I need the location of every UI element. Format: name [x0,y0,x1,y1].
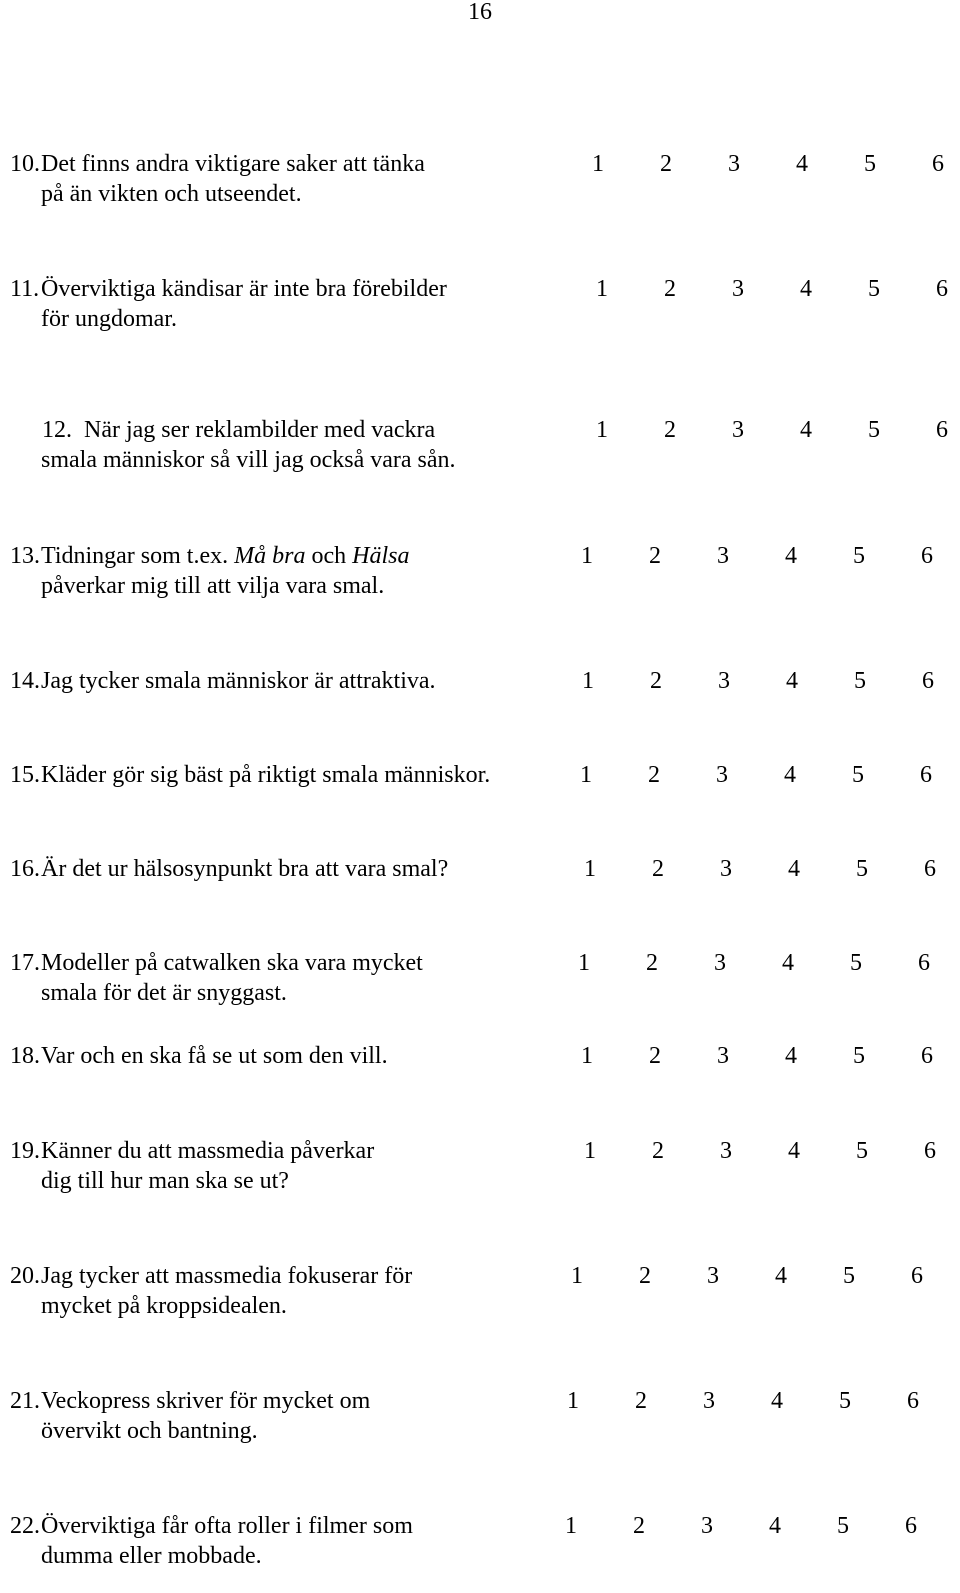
item-number: 11. [10,276,40,302]
item-number: 21. [10,1388,40,1414]
rating-option-5[interactable]: 5 [852,762,864,788]
item-number: 16. [10,856,40,882]
rating-option-3[interactable]: 3 [717,543,729,569]
item-number: 15. [10,762,40,788]
rating-option-2[interactable]: 2 [660,151,672,177]
rating-option-5[interactable]: 5 [853,543,865,569]
item-text: Känner du att massmedia påverkar [41,1138,375,1164]
page-number: 16 [468,0,492,25]
item-text-continued: dumma eller mobbade. [41,1543,262,1569]
item-number: 17. [10,950,40,976]
rating-option-3[interactable]: 3 [732,417,744,443]
item-number: 13. [10,543,40,569]
rating-option-4[interactable]: 4 [775,1263,787,1289]
rating-option-4[interactable]: 4 [800,417,812,443]
item-text: Jag tycker smala människor är attraktiva. [41,668,436,694]
rating-option-5[interactable]: 5 [853,1043,865,1069]
rating-option-5[interactable]: 5 [837,1513,849,1539]
rating-option-6[interactable]: 6 [922,668,934,694]
rating-option-4[interactable]: 4 [786,668,798,694]
rating-option-1[interactable]: 1 [571,1263,583,1289]
rating-option-2[interactable]: 2 [635,1388,647,1414]
rating-option-2[interactable]: 2 [649,543,661,569]
item-text-continued: övervikt och bantning. [41,1418,258,1444]
rating-option-6[interactable]: 6 [918,950,930,976]
rating-option-4[interactable]: 4 [796,151,808,177]
rating-option-1[interactable]: 1 [592,151,604,177]
rating-option-4[interactable]: 4 [784,762,796,788]
item-number: 12. [42,417,72,443]
magazine-title-ma-bra: Må bra [234,543,306,569]
rating-option-1[interactable]: 1 [596,276,608,302]
rating-option-2[interactable]: 2 [649,1043,661,1069]
rating-option-5[interactable]: 5 [854,668,866,694]
rating-option-6[interactable]: 6 [907,1388,919,1414]
rating-option-2[interactable]: 2 [633,1513,645,1539]
rating-option-2[interactable]: 2 [639,1263,651,1289]
item-text-continued: smala människor så vill jag också vara sån. [41,447,456,473]
rating-option-6[interactable]: 6 [921,543,933,569]
rating-option-1[interactable]: 1 [578,950,590,976]
rating-option-4[interactable]: 4 [782,950,794,976]
magazine-title-halsa: Hälsa [352,543,410,569]
rating-option-1[interactable]: 1 [596,417,608,443]
rating-option-5[interactable]: 5 [850,950,862,976]
rating-option-5[interactable]: 5 [839,1388,851,1414]
item-text: Veckopress skriver för mycket om [41,1388,371,1414]
item-text: Överviktiga kändisar är inte bra förebilder [41,276,447,302]
rating-option-5[interactable]: 5 [843,1263,855,1289]
rating-option-2[interactable]: 2 [652,856,664,882]
rating-option-6[interactable]: 6 [924,856,936,882]
item-text [41,542,409,570]
item-number: 18. [10,1043,40,1069]
rating-option-3[interactable]: 3 [707,1263,719,1289]
rating-option-1[interactable]: 1 [580,762,592,788]
rating-option-1[interactable]: 1 [584,856,596,882]
rating-option-4[interactable]: 4 [788,1138,800,1164]
rating-option-1[interactable]: 1 [581,1043,593,1069]
item-text: Var och en ska få se ut som den vill. [41,1043,388,1069]
rating-option-3[interactable]: 3 [720,856,732,882]
rating-option-4[interactable]: 4 [785,1043,797,1069]
rating-option-3[interactable]: 3 [701,1513,713,1539]
rating-option-4[interactable]: 4 [771,1388,783,1414]
item-text-continued: påverkar mig till att vilja vara smal. [41,573,385,599]
rating-option-1[interactable]: 1 [565,1513,577,1539]
item-text: Jag tycker att massmedia fokuserar för [41,1263,413,1289]
rating-option-1[interactable]: 1 [567,1388,579,1414]
rating-option-6[interactable]: 6 [911,1263,923,1289]
rating-option-3[interactable]: 3 [728,151,740,177]
rating-option-6[interactable]: 6 [936,417,948,443]
item-text-continued: dig till hur man ska se ut? [41,1168,289,1194]
item-number: 10. [10,151,40,177]
rating-option-6[interactable]: 6 [920,762,932,788]
rating-option-2[interactable]: 2 [650,668,662,694]
rating-option-6[interactable]: 6 [932,151,944,177]
rating-option-4[interactable]: 4 [785,543,797,569]
item-text: Överviktiga får ofta roller i filmer som [41,1513,413,1539]
rating-option-3[interactable]: 3 [720,1138,732,1164]
rating-option-2[interactable]: 2 [664,276,676,302]
item-text-part: Tidningar som t.ex. [41,543,235,569]
rating-option-4[interactable]: 4 [800,276,812,302]
rating-option-6[interactable]: 6 [924,1138,936,1164]
rating-option-3[interactable]: 3 [714,950,726,976]
rating-option-1[interactable]: 1 [581,543,593,569]
rating-option-3[interactable]: 3 [717,1043,729,1069]
rating-option-3[interactable]: 3 [703,1388,715,1414]
item-number: 22. [10,1513,40,1539]
item-text: När jag ser reklambilder med vackra [84,417,436,443]
item-number: 20. [10,1263,40,1289]
rating-option-5[interactable]: 5 [856,856,868,882]
rating-option-4[interactable]: 4 [769,1513,781,1539]
rating-option-1[interactable]: 1 [584,1138,596,1164]
item-text: Är det ur hälsosynpunkt bra att vara smal? [41,856,449,882]
rating-option-4[interactable]: 4 [788,856,800,882]
rating-option-5[interactable]: 5 [868,417,880,443]
rating-option-5[interactable]: 5 [864,151,876,177]
item-text-continued: mycket på kroppsidealen. [41,1293,287,1319]
rating-option-5[interactable]: 5 [868,276,880,302]
item-text-continued: för ungdomar. [41,306,177,332]
rating-option-2[interactable]: 2 [664,417,676,443]
rating-option-2[interactable]: 2 [646,950,658,976]
item-text: Kläder gör sig bäst på riktigt smala människor. [41,762,491,788]
rating-option-2[interactable]: 2 [648,762,660,788]
item-number: 19. [10,1138,40,1164]
item-text-continued: på än vikten och utseendet. [41,181,302,207]
rating-option-5[interactable]: 5 [856,1138,868,1164]
rating-option-3[interactable]: 3 [716,762,728,788]
item-number: 14. [10,668,40,694]
item-text-part: och [305,543,353,569]
item-text: Modeller på catwalken ska vara mycket [41,950,423,976]
item-text-continued: smala för det är snyggast. [41,980,287,1006]
rating-option-6[interactable]: 6 [936,276,948,302]
rating-option-1[interactable]: 1 [582,668,594,694]
rating-option-6[interactable]: 6 [921,1043,933,1069]
rating-option-3[interactable]: 3 [732,276,744,302]
rating-option-6[interactable]: 6 [905,1513,917,1539]
item-text: Det finns andra viktigare saker att tänka [41,151,425,177]
rating-option-2[interactable]: 2 [652,1138,664,1164]
rating-option-3[interactable]: 3 [718,668,730,694]
